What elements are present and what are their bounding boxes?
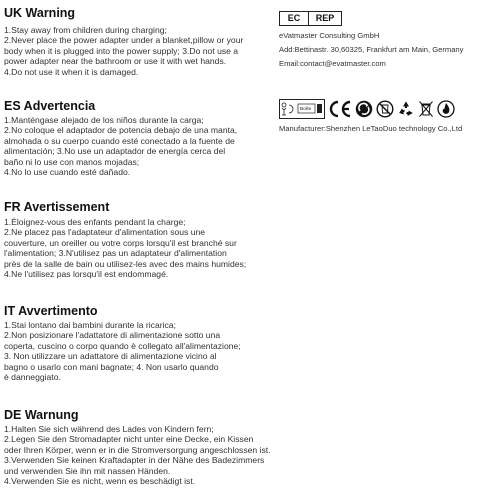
it-line: 1.Stai lontano dai bambini durante la ricarica; <box>4 320 176 330</box>
weee-bin-icon <box>418 100 434 118</box>
ce-mark-icon <box>328 100 352 118</box>
it-warning-text <box>4 320 241 382</box>
es-warning-text <box>4 115 237 177</box>
es-line: 1.Manténgase alejado de los niños durante la carga; <box>4 115 204 125</box>
uk-line: power adapter near the bathroom or use it with wet hands. <box>4 56 227 67</box>
fr-line: 1.Éloignez-vous des enfants pendant la charge; <box>4 217 186 227</box>
no-plastic-icon <box>376 100 394 118</box>
uk-line: 1.Stay away from children during charging; <box>4 25 167 35</box>
triman-icon <box>279 99 325 119</box>
rep-email: Email:contact@evatmaster.com <box>279 59 386 68</box>
es-line: almohada o su cuerpo cuando esté conectado a la fuente de <box>4 135 235 146</box>
fr-warning-title: FR Avertissement <box>4 200 110 214</box>
es-line: 2.No coloque el adaptador de potencia debajo de una manta, <box>4 125 238 136</box>
flammable-icon <box>437 100 455 118</box>
fr-line: couverture, un oreiller ou votre corps lorsqu'il est branché sur <box>4 237 237 248</box>
ec-rep-symbol <box>279 11 342 26</box>
it-line: bagno o usarlo con mani bagnate; 4. Non usarlo quando <box>4 361 219 372</box>
de-line: 4.Verwenden Sie es nicht, wenn es beschädigt ist. <box>4 476 196 487</box>
rep-company: eVatmaster Consulting GmbH <box>279 31 380 40</box>
es-warning-title: ES Advertencia <box>4 99 96 113</box>
uk-line: 4.Do not use it when it is damaged. <box>4 66 139 77</box>
es-line: alimentación; 3.No use un adaptador de energía cerca del <box>4 146 226 157</box>
de-line: 3.Verwenden Sie keinen Kraftadapter in der Nähe des Badezimmers <box>4 455 265 466</box>
it-line: 2.Non posizionare l'adattatore di alimentazione sotto una <box>4 330 221 341</box>
de-line: und verwenden Sie ihn mit nassen Händen. <box>4 465 171 476</box>
de-warning-title: DE Warnung <box>4 408 79 422</box>
fr-line: 2.Ne placez pas l'adaptateur d'alimentation sous une <box>4 227 206 238</box>
fr-line: l'alimentation; 3.N'utilisez pas un adaptateur d'alimentation <box>4 248 227 259</box>
compliance-icons <box>279 99 455 119</box>
rep-address: Add:Bettinastr. 30,60325, Frankfurt am Main, Germany <box>279 45 464 54</box>
box-label: Boîte <box>300 107 312 112</box>
fr-line: près de la salle de bain ou utilisez-les avec des mains humides; <box>4 258 247 269</box>
it-line: 3. Non utilizzare un adattatore di alimentazione vicino al <box>4 351 217 362</box>
de-line: oder Ihren Körper, wenn er in die Stromversorgung angeschlossen ist. <box>4 444 271 455</box>
ec-label: EC <box>279 11 309 26</box>
it-warning-title: IT Avvertimento <box>4 304 98 318</box>
de-line: 2.Legen Sie den Stromadapter nicht unter eine Decke, ein Kissen <box>4 434 254 445</box>
fr-line: 4.Ne l'utilisez pas lorsqu'il est endommagé. <box>4 269 169 280</box>
de-line: 1.Halten Sie sich während des Lades von Kindern fern; <box>4 424 214 434</box>
uk-warning-text <box>4 25 243 77</box>
recycle-icon <box>355 100 373 118</box>
uk-line: body when it is plugged into the power supply; 3.Do not use a <box>4 45 239 56</box>
rep-label: REP <box>309 11 342 26</box>
it-line: coperta, cuscino o corpo quando è collegato all'alimentazione; <box>4 340 241 351</box>
uk-line: 2.Never place the power adapter under a blanket,pillow or your <box>4 35 244 46</box>
it-line: è danneggiato. <box>4 372 61 383</box>
es-line: baño ni lo use con manos mojadas; <box>4 156 140 167</box>
fr-warning-text <box>4 217 246 279</box>
manufacturer-text: Manufacturer:Shenzhen LeTaoDuo technology Co.,Ltd <box>279 124 463 133</box>
uk-warning-title: UK Warning <box>4 6 76 20</box>
es-line: 4.No lo use cuando esté dañado. <box>4 167 131 178</box>
de-warning-text <box>4 424 271 486</box>
recycling-arrows-icon <box>397 100 415 118</box>
